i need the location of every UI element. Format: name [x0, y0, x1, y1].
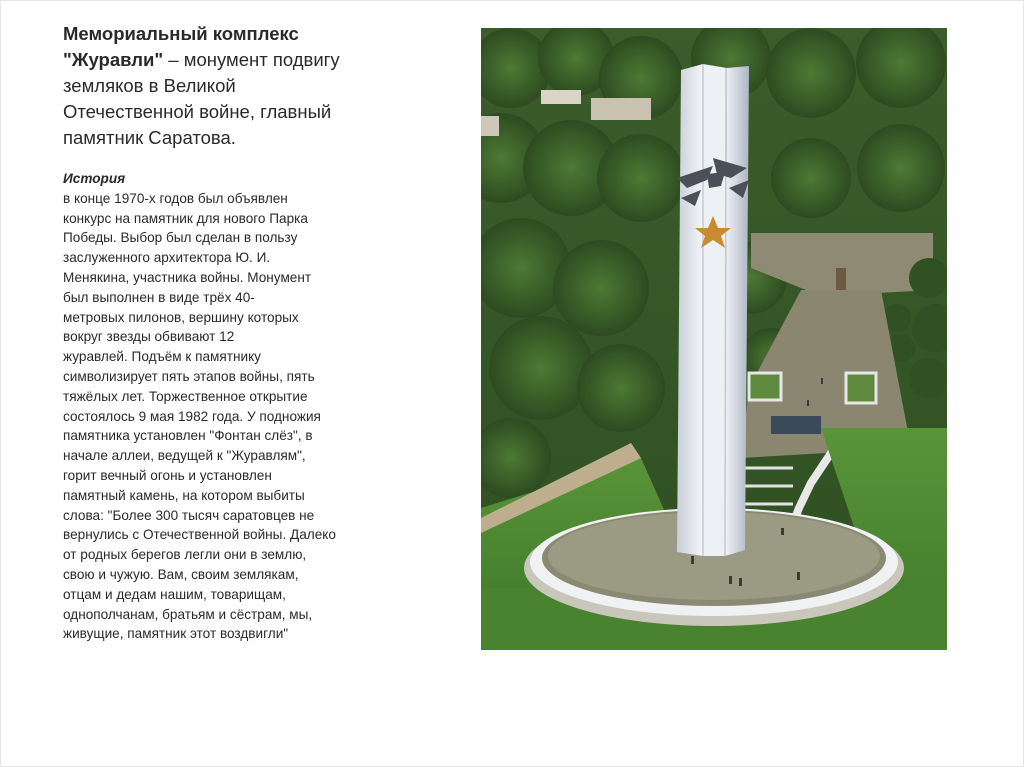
history-line: метровых пилонов, вершину которых — [63, 309, 299, 325]
history-line: Победы. Выбор был сделан в пользу — [63, 230, 298, 246]
history-line: Менякина, участника войны. Монумент — [63, 269, 312, 285]
history-heading: История — [63, 171, 126, 186]
history-line: от родных берегов легли они в землю, — [63, 547, 307, 563]
history-line: начале аллеи, ведущей к "Журавлям", — [63, 448, 306, 464]
history-line: однополчанам, братьям и сёстрам, мы, — [63, 606, 313, 622]
monument-photo — [481, 28, 947, 650]
history-line: вернулись с Отечественной войны. Далеко — [63, 527, 336, 543]
history-line: состоялось 9 мая 1982 года. У подножия — [63, 408, 321, 424]
title-line-3: Отечественной войне, главный — [63, 101, 332, 122]
history-line: живущие, памятник этот воздвигли" — [63, 626, 289, 642]
text-column — [63, 21, 393, 644]
monument-photo-illustration — [481, 28, 947, 650]
history-line: слова: "Более 300 тысяч саратовцев не — [63, 507, 315, 523]
history-line: журавлей. Подъём к памятнику — [63, 349, 261, 365]
history-line: символизирует пять этапов войны, пять — [63, 368, 315, 384]
history-line: горит вечный огонь и установлен — [63, 467, 272, 483]
title-bold: Мемориальный комплекс "Журавли" — [63, 23, 299, 70]
history-line: в конце 1970-х годов был объявлен — [63, 190, 288, 206]
history-line: заслуженного архитектора Ю. И. — [63, 250, 271, 266]
history-line: памятный камень, на котором выбиты — [63, 487, 305, 503]
history-line: вокруг звезды обвивают 12 — [63, 329, 235, 345]
history-line: свою и чужую. Вам, своим землякам, — [63, 566, 299, 582]
history-line: памятника установлен "Фонтан слёз", в — [63, 428, 313, 444]
history-line: был выполнен в виде трёх 40- — [63, 289, 255, 305]
slide-title — [63, 21, 393, 151]
title-line-4: памятник Саратова. — [63, 127, 236, 148]
title-line-2: земляков в Великой — [63, 75, 236, 96]
history-section — [63, 169, 393, 644]
history-line: отцам и дедам нашим, товарищам, — [63, 586, 286, 602]
history-line: конкурс на памятник для нового Парка — [63, 210, 308, 226]
title-line-1: – монумент подвигу — [163, 49, 340, 70]
history-line: тяжёлых лет. Торжественное открытие — [63, 388, 308, 404]
